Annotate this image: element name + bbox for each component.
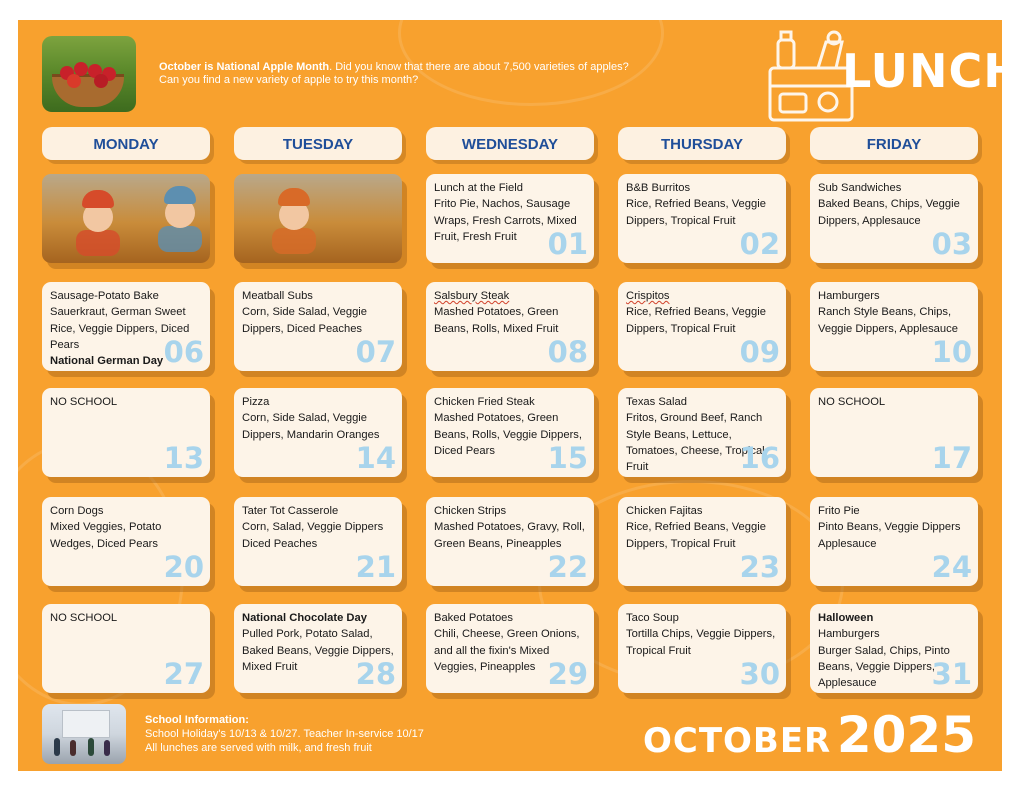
menu-cell (618, 282, 786, 371)
school-info-holidays: School Holiday's 10/13 & 10/27. Teacher In-service 10/17 (145, 728, 424, 740)
menu-entree: Lunch at the Field (434, 182, 523, 194)
menu-cell (426, 282, 594, 371)
apple-basket-photo (42, 36, 136, 112)
day-number: 31 (931, 657, 972, 691)
menu-cell (810, 604, 978, 693)
day-number: 28 (355, 657, 396, 691)
day-number: 07 (355, 335, 396, 369)
day-number: 10 (931, 335, 972, 369)
day-number: 16 (739, 441, 780, 475)
menu-text (626, 503, 780, 552)
menu-sides: Rice, Refried Beans, Veggie Dippers, Tropical Fruit (626, 306, 766, 335)
day-header-1: TUESDAY (234, 127, 402, 160)
menu-text (242, 503, 396, 552)
menu-entree: Chicken Fried Steak (434, 396, 535, 408)
menu-cell (810, 282, 978, 371)
school-info-title: School Information: (145, 714, 249, 726)
day-number: 01 (547, 227, 588, 261)
menu-entree: B&B Burritos (626, 182, 691, 194)
menu-cell (234, 497, 402, 586)
menu-entree: Pulled Pork, Potato Salad, Baked Beans, Veggie Dippers, Mixed Fruit (242, 628, 394, 673)
menu-cell (618, 388, 786, 477)
day-number: 08 (547, 335, 588, 369)
day-number: 22 (547, 550, 588, 584)
menu-text (818, 180, 972, 229)
menu-text (50, 394, 204, 410)
day-header-2: WEDNESDAY (426, 127, 594, 160)
school-information (145, 713, 424, 755)
menu-cell (42, 497, 210, 586)
menu-entree: Baked Potatoes (434, 612, 513, 624)
menu-cell (810, 388, 978, 477)
menu-text (242, 394, 396, 443)
menu-entree: Corn Dogs (50, 505, 104, 517)
menu-entree: Chicken Fajitas (626, 505, 703, 517)
menu-entree: Sausage-Potato Bake (50, 290, 159, 302)
school-photo (42, 704, 126, 764)
day-header-0: MONDAY (42, 127, 210, 160)
menu-entree: NO SCHOOL (818, 396, 886, 408)
menu-entree: Crispitos (626, 290, 670, 302)
menu-sides: Tortilla Chips, Veggie Dippers, Tropical Fruit (626, 628, 776, 657)
menu-sides: Sauerkraut, German Sweet Rice, Veggie Dippers, Diced Pears (50, 306, 190, 351)
menu-sides: Mashed Potatoes, Gravy, Roll, Green Beans, Pineapples (434, 521, 585, 550)
menu-sides: Corn, Side Salad, Veggie Dippers, Diced Peaches (242, 306, 368, 335)
day-header-4: FRIDAY (810, 127, 978, 160)
menu-sides: Burger Salad, Chips, Pinto Beans, Veggie Dippers, Applesauce (818, 644, 950, 690)
menu-sides: Ranch Style Beans, Chips, Veggie Dippers, Applesauce (818, 306, 958, 335)
month-label: OCTOBER (642, 721, 832, 761)
menu-entree: Frito Pie (818, 505, 860, 517)
day-number: 20 (163, 550, 204, 584)
menu-cell (810, 497, 978, 586)
menu-text (626, 180, 780, 229)
menu-cell (618, 604, 786, 693)
day-number: 27 (163, 657, 204, 691)
kids-autumn-photo (42, 174, 210, 263)
menu-text (50, 503, 204, 552)
special-day-label: National Chocolate Day (242, 612, 367, 624)
day-number: 30 (739, 657, 780, 691)
menu-sides: Pinto Beans, Veggie Dippers Applesauce (818, 521, 961, 550)
school-info-milk: All lunches are served with milk, and fresh fruit (145, 742, 372, 754)
menu-text (434, 288, 588, 337)
menu-entree: Hamburgers (818, 290, 880, 302)
day-number: 13 (163, 441, 204, 475)
menu-cell (618, 174, 786, 263)
menu-cell (426, 388, 594, 477)
menu-text (818, 503, 972, 552)
apple-month-intro (159, 61, 679, 87)
menu-text (626, 288, 780, 337)
menu-sides: Corn, Side Salad, Veggie Dippers, Mandarin Oranges (242, 412, 380, 441)
day-number: 09 (739, 335, 780, 369)
background-doodle (398, 0, 664, 106)
day-number: 06 (163, 335, 204, 369)
menu-entree: Sub Sandwiches (818, 182, 902, 194)
day-number: 14 (355, 441, 396, 475)
menu-sides: Corn, Salad, Veggie Dippers Diced Peaches (242, 521, 384, 550)
menu-text (242, 288, 396, 337)
menu-sides: Fritos, Ground Beef, Ranch Style Beans, Lettuce, Tomatoes, Cheese, Tropical Fruit (626, 412, 765, 474)
day-number: 03 (931, 227, 972, 261)
menu-entree: Salsbury Steak (434, 290, 510, 302)
month-year-title (643, 706, 976, 764)
menu-text (50, 610, 204, 626)
menu-cell (426, 174, 594, 263)
day-header-3: THURSDAY (618, 127, 786, 160)
menu-sides: Baked Beans, Chips, Veggie Dippers, Applesauce (818, 198, 960, 227)
menu-sides: Mashed Potatoes, Green Beans, Rolls, Veggie Dippers, Diced Pears (434, 412, 583, 457)
menu-sides: Chili, Cheese, Green Onions, and all the fixin's Mixed Veggies, Pineapples (434, 628, 580, 673)
menu-entree: NO SCHOOL (50, 612, 118, 624)
menu-cell (234, 604, 402, 693)
menu-cell (618, 497, 786, 586)
menu-entree: Taco Soup (626, 612, 679, 624)
menu-cell (426, 604, 594, 693)
menu-text (818, 288, 972, 337)
menu-cell (234, 388, 402, 477)
menu-entree: NO SCHOOL (50, 396, 118, 408)
special-day-label: Halloween (818, 612, 874, 624)
menu-entree: Meatball Subs (242, 290, 313, 302)
menu-cell (42, 388, 210, 477)
menu-sides: Rice, Refried Beans, Veggie Dippers, Tropical Fruit (626, 198, 766, 227)
day-number: 02 (739, 227, 780, 261)
kids-autumn-photo (234, 174, 402, 263)
menu-text (434, 503, 588, 552)
lunch-title: LUNCH (842, 44, 1023, 98)
menu-sides: Frito Pie, Nachos, Sausage Wraps, Fresh Carrots, Mixed Fruit, Fresh Fruit (434, 198, 577, 243)
intro-rest: . Did you know that there are about 7,500 varieties of apples? (329, 61, 629, 73)
menu-entree: Texas Salad (626, 396, 687, 408)
menu-text (626, 610, 780, 659)
day-number: 29 (547, 657, 588, 691)
day-number: 17 (931, 441, 972, 475)
menu-sides: Rice, Refried Beans, Veggie Dippers, Tropical Fruit (626, 521, 766, 550)
menu-entree: Hamburgers (818, 628, 880, 641)
menu-entree: Tater Tot Casserole (242, 505, 339, 517)
special-day-label: National German Day (50, 355, 164, 368)
menu-cell (426, 497, 594, 586)
menu-cell (42, 282, 210, 371)
menu-entree: Pizza (242, 396, 270, 408)
menu-sides: Mixed Veggies, Potato Wedges, Diced Pears (50, 521, 162, 550)
menu-cell (810, 174, 978, 263)
menu-cell (42, 604, 210, 693)
day-number: 21 (355, 550, 396, 584)
calendar-sheet (18, 20, 1023, 771)
day-number: 23 (739, 550, 780, 584)
day-number: 24 (931, 550, 972, 584)
menu-entree: Chicken Strips (434, 505, 507, 517)
menu-sides: Mashed Potatoes, Green Beans, Rolls, Mixed Fruit (434, 306, 559, 335)
menu-text (818, 394, 972, 410)
year-label: 2025 (836, 706, 976, 764)
intro-bold: October is National Apple Month (159, 61, 330, 73)
menu-cell (234, 282, 402, 371)
intro-line-2: Can you find a new variety of apple to try this month? (159, 74, 419, 86)
day-number: 15 (547, 441, 588, 475)
